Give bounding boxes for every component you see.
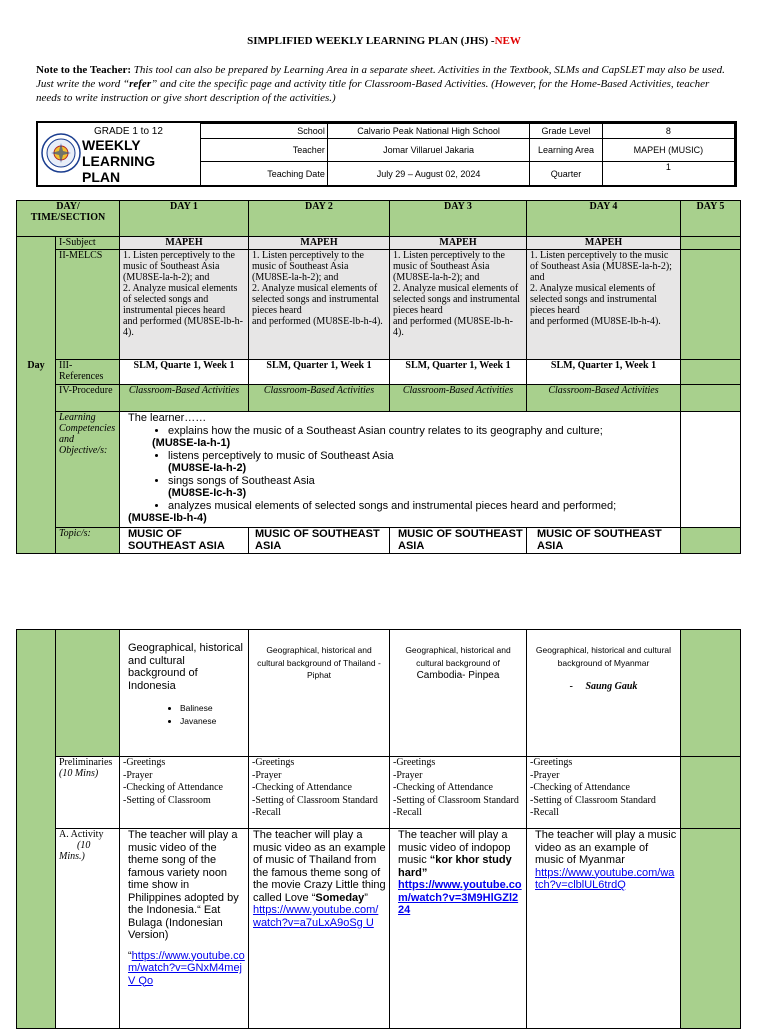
objective-4: • analyzes musical elements of selected songs and instrumental pieces heard and performed; [168, 500, 677, 513]
preliminaries-day4: -Greetings -Prayer -Checking of Attendance -Setting of Classroom Standard -Recall [527, 757, 681, 829]
note-label: Note to the Teacher: [36, 64, 132, 76]
learner-intro: The learner…… [128, 412, 207, 424]
subject-day2: MAPEH [249, 237, 390, 250]
school-value: Calvario Peak National High School [327, 124, 530, 139]
activity-day3-link[interactable]: https://www.youtube.com/watch?v=3M9HlGZl224 [398, 879, 522, 916]
activity-day4: The teacher will play a music video as an example of music of Myanmar https://www.youtube.com/watch?v=clblUL6trdQ [527, 829, 681, 1029]
objectives-block [120, 412, 681, 528]
topic-day4: MUSIC OF SOUTHEAST ASIA [527, 528, 681, 554]
melcs-day3: 1. Listen perceptively to the music of Southeast Asia (MU8SE-la-h-2); and 2. Analyze musical elements of selected songs and instrumental pieces heard and performed (MU8SE-lb-h-4). [390, 250, 527, 360]
topic-day1: MUSIC OF SOUTHEAST ASIA [120, 528, 249, 554]
activity-day2: The teacher will play a music video as an example of music of Thailand from the famous theme song of the movie Crazy Little thing called Love “Someday” https://www.youtube.com/watch?v=a7uLxA9oSg U [249, 829, 390, 1029]
references-day1: SLM, Quarte 1, Week 1 [120, 360, 249, 385]
activity-day1: The teacher will play a music video of the theme song of the famous variety noon time show in Philippines adopted by the Indonesia.“ Eat Bulaga (Indonesian Version) “https://www.youtube.com/watch?v=GNxM4mejV Qo [120, 829, 249, 1029]
teaching-date-value: July 29 – August 02, 2024 [327, 162, 530, 186]
subject-day1: MAPEH [120, 237, 249, 250]
activities-table [16, 629, 741, 1029]
activity-day2-link[interactable]: https://www.youtube.com/watch?v=a7uLxA9oSg U [253, 904, 379, 929]
objective-2: • listens perceptively to music of Southeast Asia (MU8SE-Ia-h-2) [168, 450, 677, 475]
subject-label: I-Subject [56, 237, 120, 250]
subject-day4: MAPEH [527, 237, 681, 250]
references-day4: SLM, Quarter 1, Week 1 [527, 360, 681, 385]
procedure-day1: Classroom-Based Activities [120, 385, 249, 412]
topic-label: Topic/s: [56, 528, 120, 554]
preliminaries-label: Preliminaries (10 Mins) [56, 757, 120, 829]
grade-level-value: 8 [602, 124, 734, 139]
subtopic-day1: Geographical, historical and cultural background of Indonesia • Balinese • Javanese [120, 630, 249, 757]
melcs-day1: 1. Listen perceptively to the music of Southeast Asia (MU8SE-la-h-2); and 2. Analyze musical elements of selected songs and instrumental pieces heard and performed (MU8SE-lb-h-4). [120, 250, 249, 360]
grade-range: GRADE 1 to 12 [94, 126, 163, 137]
procedure-day4: Classroom-Based Activities [527, 385, 681, 412]
subtopic-day4: Geographical, historical and cultural background of Myanmar - Saung Gauk [527, 630, 681, 757]
day4-header: DAY 4 [527, 201, 681, 237]
subtopic-item-balinese: • Balinese [180, 702, 245, 715]
preliminaries-day1: -Greetings -Prayer -Checking of Attendance -Setting of Classroom [120, 757, 249, 829]
grade-level-label: Grade Level [530, 124, 602, 139]
teacher-label: Teacher [200, 139, 327, 162]
subtopic-day2: Geographical, historical and cultural background of Thailand -Piphat [249, 630, 390, 757]
teacher-value: Jomar Villaruel Jakaria [327, 139, 530, 162]
melcs-day2: 1. Listen perceptively to the music of Southeast Asia (MU8SE-la-h-2); and 2. Analyze musical elements of selected songs and instrumental pieces heard and performed (MU8SE-lb-h-4). [249, 250, 390, 360]
melcs-label: II-MELCS [56, 250, 120, 360]
learning-area-value: MAPEH (MUSIC) [602, 139, 734, 162]
preliminaries-day3: -Greetings -Prayer -Checking of Attendance -Setting of Classroom Standard -Recall [390, 757, 527, 829]
procedure-day3: Classroom-Based Activities [390, 385, 527, 412]
day5-header: DAY 5 [681, 201, 741, 237]
school-label: School [200, 124, 327, 139]
activity-day3: The teacher will play a music video of indopop music “kor khor study hard” https://www.youtube.com/watch?v=3M9HlGZl224 [390, 829, 527, 1029]
page-title: SIMPLIFIED WEEKLY LEARNING PLAN (JHS) -NEW [247, 35, 521, 47]
day1-header: DAY 1 [120, 201, 249, 237]
objective-3: • sings songs of Southeast Asia (MU8SE-Ic-h-3) [168, 475, 677, 500]
teaching-date-label: Teaching Date [200, 162, 327, 186]
new-badge: NEW [494, 35, 521, 47]
activity-day1-link[interactable]: https://www.youtube.com/watch?v=GNxM4mejV Qo [128, 949, 245, 987]
topic-day2: MUSIC OF SOUTHEAST ASIA [249, 528, 390, 554]
quarter-label: Quarter [530, 162, 602, 186]
day3-header: DAY 3 [390, 201, 527, 237]
plan-header [36, 121, 737, 187]
day-row-label: Day [17, 237, 56, 554]
activity-day4-link[interactable]: https://www.youtube.com/watch?v=clblUL6trdQ [535, 866, 675, 891]
day-time-section-header: DAY/ TIME/SECTION [17, 201, 120, 237]
learning-area-label: Learning Area [530, 139, 602, 162]
competencies-label: Learning Competencies and Objective/s: [56, 412, 120, 528]
preliminaries-day2: -Greetings -Prayer -Checking of Attendance -Setting of Classroom Standard -Recall [249, 757, 390, 829]
objective-4-code: (MU8SE-Ib-h-4) [128, 512, 207, 524]
objective-1: • explains how the music of a Southeast Asian country relates to its geography and culture; (MU8SE-Ia-h-1) [168, 425, 677, 450]
quarter-value: 1 [602, 162, 734, 186]
activity-label: A. Activity (10 Mins.) [56, 829, 120, 1029]
plan-title: WEEKLY LEARNING PLAN [82, 137, 156, 185]
teacher-note: Note to the Teacher: This tool can also be prepared by Learning Area in a separate sheet. Activities in the Textbook, SLMs and CapSLET may also be used. Just write the word “refer” and cite the specific page and activity title for Classroom-Based Activities. (However, for the Home-Based Activities, teacher needs to write instruction or give short description of the activities.) [36, 64, 725, 104]
procedure-label: IV-Procedure [56, 385, 120, 412]
topic-day3: MUSIC OF SOUTHEAST ASIA [390, 528, 527, 554]
deped-seal-icon [41, 133, 81, 173]
references-day2: SLM, Quarter 1, Week 1 [249, 360, 390, 385]
weekly-plan-table [16, 200, 741, 554]
references-day3: SLM, Quarter 1, Week 1 [390, 360, 527, 385]
references-label: III-References [56, 360, 120, 385]
subject-day3: MAPEH [390, 237, 527, 250]
subtopic-day3: Geographical, historical and cultural background of Cambodia- Pinpea [390, 630, 527, 757]
melcs-day4: 1. Listen perceptively to the music of Southeast Asia (MU8SE-la-h-2); and 2. Analyze musical elements of selected songs and instrumental pieces heard and performed (MU8SE-lb-h-4). [527, 250, 681, 360]
day2-header: DAY 2 [249, 201, 390, 237]
subtopic-item-saung-gauk: - Saung Gauk [569, 681, 638, 692]
subtopic-item-javanese: • Javanese [180, 715, 245, 728]
procedure-day2: Classroom-Based Activities [249, 385, 390, 412]
